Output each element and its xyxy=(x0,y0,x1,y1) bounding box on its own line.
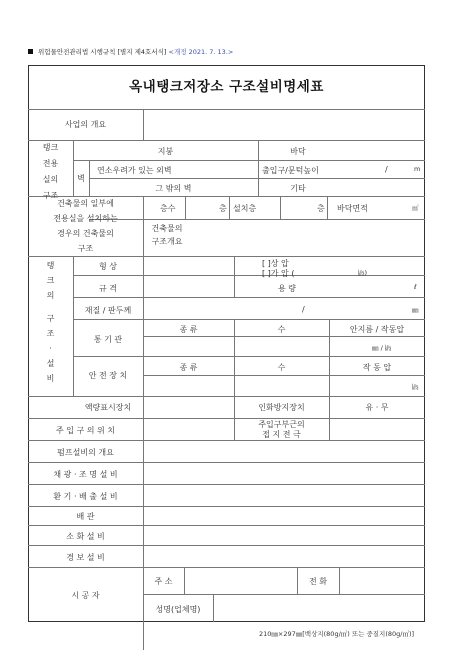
fire-spread-wall-label: 연소우려가 있는 외벽 xyxy=(97,166,172,175)
ventilation-label: 환 기 · 배 출 설 비 xyxy=(53,492,118,501)
form-reference: 위험물안전관리법 시행규칙 [별지 제4호서식] <개정 2021. 7. 13.> xyxy=(28,47,233,56)
contractor-label: 시 공 자 xyxy=(71,591,100,600)
vent-count-label: 수 xyxy=(277,325,286,334)
pressurized-option: [ ]가 압 ( xyxy=(262,269,295,278)
floor-label: 바닥 xyxy=(290,147,306,156)
safety-device-label: 안 전 장 치 xyxy=(88,371,128,380)
safety-kind-label: 종 류 xyxy=(179,363,198,372)
pump-overview-label: 펌프설비의 개요 xyxy=(57,448,114,457)
floor-area-unit: ㎡ xyxy=(412,204,419,212)
pressure-unit: ㎪) xyxy=(358,269,368,277)
floor-area-label: 바닥면적 xyxy=(337,204,368,213)
capacity-unit: ℓ xyxy=(414,283,417,291)
material-thickness-label: 재질 / 판두께 xyxy=(84,306,132,315)
install-floor-label: 설치층 xyxy=(233,204,257,213)
other-walls-label: 그 밖의 벽 xyxy=(155,184,192,193)
shape-label: 형 상 xyxy=(99,262,117,271)
wall-label: 벽 xyxy=(77,174,85,183)
piping-label: 배 관 xyxy=(76,512,95,521)
vent-kind-label: 종 류 xyxy=(179,325,198,334)
vent-unit: ㎜ / ㎪ xyxy=(372,344,392,352)
fire-extinguishing-label: 소 화 설 비 xyxy=(66,532,105,541)
business-overview-label: 사업의 개요 xyxy=(64,120,107,129)
threshold-slash: / xyxy=(385,165,388,174)
page-title: 옥내탱크저장소 구조설비명세표 xyxy=(129,79,324,95)
building-overview-label: 건축물의 구조개요 xyxy=(151,224,183,246)
atmospheric-option: [ ]상 압 xyxy=(262,259,289,268)
operating-pressure-label: 작 동 압 xyxy=(362,363,392,372)
material-slash: / xyxy=(302,305,305,314)
alarm-label: 경 보 설 비 xyxy=(66,553,105,562)
thickness-unit: ㎜ xyxy=(412,306,419,314)
capacity-label: 용 량 xyxy=(278,284,296,293)
inlet-ground-label: 주입구부근의 접 지 전 극 xyxy=(258,420,305,439)
ignition-prevention-label: 인화방지장치 xyxy=(258,403,305,412)
safety-count-label: 수 xyxy=(277,363,286,372)
door-threshold-label: 출입구/문턱높이 xyxy=(262,166,319,175)
lighting-label: 채 광 · 조 명 설 비 xyxy=(53,470,118,479)
presence-label: 유 · 무 xyxy=(365,403,389,412)
address-label: 주 소 xyxy=(154,577,173,586)
other-label: 기타 xyxy=(290,184,306,193)
vent-pipe-label: 통 기 관 xyxy=(93,335,123,344)
floors-label: 층수 xyxy=(160,204,176,213)
name-label: 성명(업체명) xyxy=(155,605,201,614)
tank-structure-label: 탱 크 의 구 조 · 설 비 xyxy=(46,261,55,383)
inlet-location-label: 주 입 구 의 위 치 xyxy=(55,426,116,435)
revision-date: <개정 2021. 7. 13.> xyxy=(168,48,234,56)
square-bullet-icon xyxy=(28,49,33,54)
safety-unit: ㎪ xyxy=(412,383,419,391)
ceiling-label: 지붕 xyxy=(157,147,174,156)
level-gauge-label: 액량표시장치 xyxy=(84,403,132,412)
spec-label: 규 격 xyxy=(99,284,117,293)
floors-unit: 층 xyxy=(219,204,227,213)
paper-spec-footer: 210㎜×297㎜[백상지(80g/㎡) 또는 중질지(80g/㎡)] xyxy=(259,630,415,638)
phone-label: 전 화 xyxy=(309,577,327,586)
threshold-unit: m xyxy=(414,165,421,173)
tank-room-structure-label: 탱크 전용 실의 구조 xyxy=(42,143,59,200)
building-part-label: 건축물의 일부에 전용실을 설치하는 경우의 건축물의 구조 xyxy=(53,199,118,253)
install-floor-unit: 층 xyxy=(317,204,325,213)
vent-diameter-pressure-label: 안지름 / 작동압 xyxy=(349,325,405,334)
